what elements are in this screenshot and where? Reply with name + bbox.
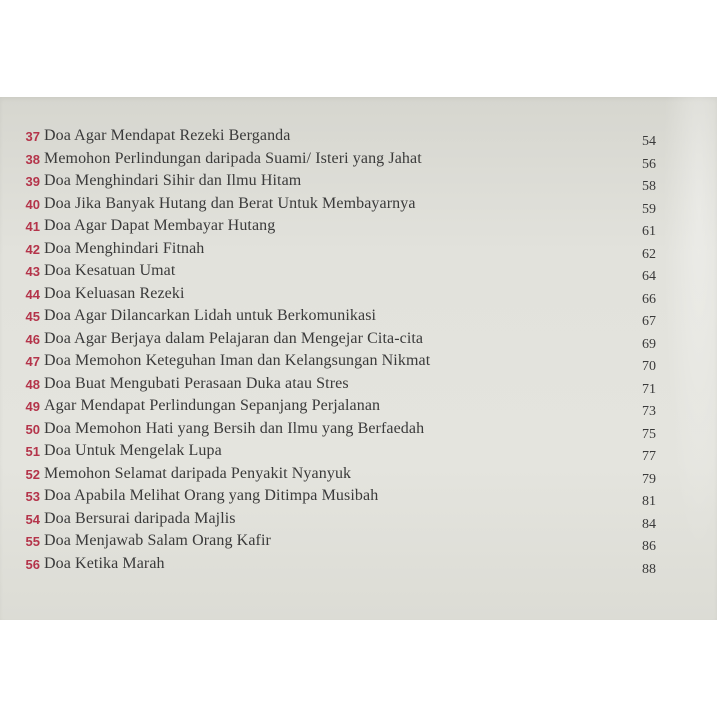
- toc-entry-title: Doa Agar Mendapat Rezeki Berganda: [44, 127, 291, 144]
- toc-entry-number: 37: [25, 129, 40, 144]
- toc-entry-title: Doa Jika Banyak Hutang dan Berat Untuk Membayarnya: [44, 194, 416, 212]
- toc-entry-number: 39: [25, 174, 40, 189]
- toc-entry-title: Doa Agar Dilancarkan Lidah untuk Berkomunikasi: [44, 307, 377, 324]
- toc-entry-page: 88: [642, 561, 656, 577]
- toc-entry: [0, 262, 717, 285]
- toc-entry-title: Doa Keluasan Rezeki: [44, 284, 185, 302]
- toc-entry-number: 54: [25, 511, 40, 527]
- toc-entry-number: 52: [25, 466, 40, 482]
- toc-entry-title: Doa Apabila Melihat Orang yang Ditimpa Musibah: [44, 487, 379, 504]
- toc-entry-page: 62: [642, 246, 656, 262]
- toc-entry-title: Doa Untuk Mengelak Lupa: [44, 442, 222, 459]
- toc-entry-page: 54: [642, 134, 656, 149]
- toc-entry-number: 47: [25, 354, 40, 369]
- toc-entry-title: Doa Agar Dapat Membayar Hutang: [44, 217, 276, 234]
- toc-entry-title: Doa Memohon Hati yang Bersih dan Ilmu yang Berfaedah: [44, 419, 425, 437]
- toc-entry: [0, 195, 717, 218]
- toc-entry-page: 70: [642, 359, 656, 374]
- toc-entry-number: 38: [25, 151, 40, 167]
- toc-entry-page: 66: [642, 291, 656, 307]
- toc-entry-title: Doa Menghindari Sihir dan Ilmu Hitam: [44, 172, 302, 189]
- toc-entry: [0, 307, 717, 330]
- toc-entry-page: 84: [642, 516, 656, 532]
- toc-entry: [0, 330, 717, 353]
- toc-entry-page: 61: [642, 224, 656, 239]
- toc-entry-title: Doa Memohon Keteguhan Iman dan Kelangsungan Nikmat: [44, 352, 431, 369]
- toc-entry-title: Doa Kesatuan Umat: [44, 262, 176, 279]
- toc-entry: [0, 465, 717, 488]
- toc-entry-number: 43: [25, 264, 40, 279]
- toc-entry-number: 41: [25, 219, 40, 234]
- toc-entry: [0, 420, 717, 443]
- toc-entry-title: Memohon Selamat daripada Penyakit Nyanyuk: [44, 464, 352, 482]
- toc-entry-number: 44: [25, 286, 40, 302]
- toc-entry-page: 79: [642, 471, 656, 487]
- toc-entry-number: 55: [25, 534, 40, 549]
- toc-entry-page: 77: [642, 449, 656, 464]
- toc-entry-title: Doa Ketika Marah: [44, 554, 165, 572]
- toc-entry-page: 86: [642, 539, 656, 554]
- toc-entry-number: 53: [25, 489, 40, 504]
- toc-entry-title: Doa Menjawab Salam Orang Kafir: [44, 532, 271, 549]
- toc-entry-number: 40: [25, 196, 40, 212]
- toc-entry-page: 71: [642, 381, 656, 397]
- toc-entry-number: 48: [25, 376, 40, 392]
- toc-entry-page: 64: [642, 269, 656, 284]
- toc-entry: [0, 487, 717, 510]
- toc-entry-page: 67: [642, 314, 656, 329]
- toc-entry-page: 58: [642, 179, 656, 194]
- toc-entry: [0, 127, 717, 150]
- toc-entry-title: Doa Menghindari Fitnah: [44, 239, 205, 257]
- toc-entry-title: Doa Agar Berjaya dalam Pelajaran dan Mengejar Cita-cita: [44, 329, 424, 347]
- toc-entry: [0, 532, 717, 555]
- toc-entry-number: 51: [25, 444, 40, 459]
- toc-entry-page: 56: [642, 156, 656, 172]
- toc-entry-page: 75: [642, 426, 656, 442]
- toc-entry: [0, 397, 717, 420]
- toc-entry: [0, 442, 717, 465]
- toc-entry-page: 69: [642, 336, 656, 352]
- toc-entry-page: 59: [642, 201, 656, 217]
- toc-entry-number: 42: [25, 241, 40, 257]
- table-of-contents: [0, 127, 717, 577]
- toc-entry: [0, 510, 717, 533]
- toc-entry: [0, 217, 717, 240]
- toc-entry: [0, 375, 717, 398]
- toc-entry: [0, 285, 717, 308]
- toc-entry: [0, 150, 717, 173]
- toc-entry: [0, 352, 717, 375]
- toc-entry-page: 81: [642, 494, 656, 509]
- toc-entry-number: 45: [25, 309, 40, 324]
- toc-entry: [0, 240, 717, 263]
- toc-entry-number: 56: [25, 556, 40, 572]
- toc-entry-number: 50: [25, 421, 40, 437]
- toc-entry-title: Memohon Perlindungan daripada Suami/ Isteri yang Jahat: [44, 149, 422, 167]
- toc-entry: [0, 555, 717, 578]
- toc-entry-title: Agar Mendapat Perlindungan Sepanjang Perjalanan: [44, 397, 381, 414]
- toc-entry-title: Doa Bersurai daripada Majlis: [44, 509, 236, 527]
- toc-entry-number: 46: [25, 331, 40, 347]
- toc-entry-number: 49: [25, 399, 40, 414]
- toc-entry: [0, 172, 717, 195]
- toc-entry-title: Doa Buat Mengubati Perasaan Duka atau Stres: [44, 374, 349, 392]
- toc-entry-page: 73: [642, 404, 656, 419]
